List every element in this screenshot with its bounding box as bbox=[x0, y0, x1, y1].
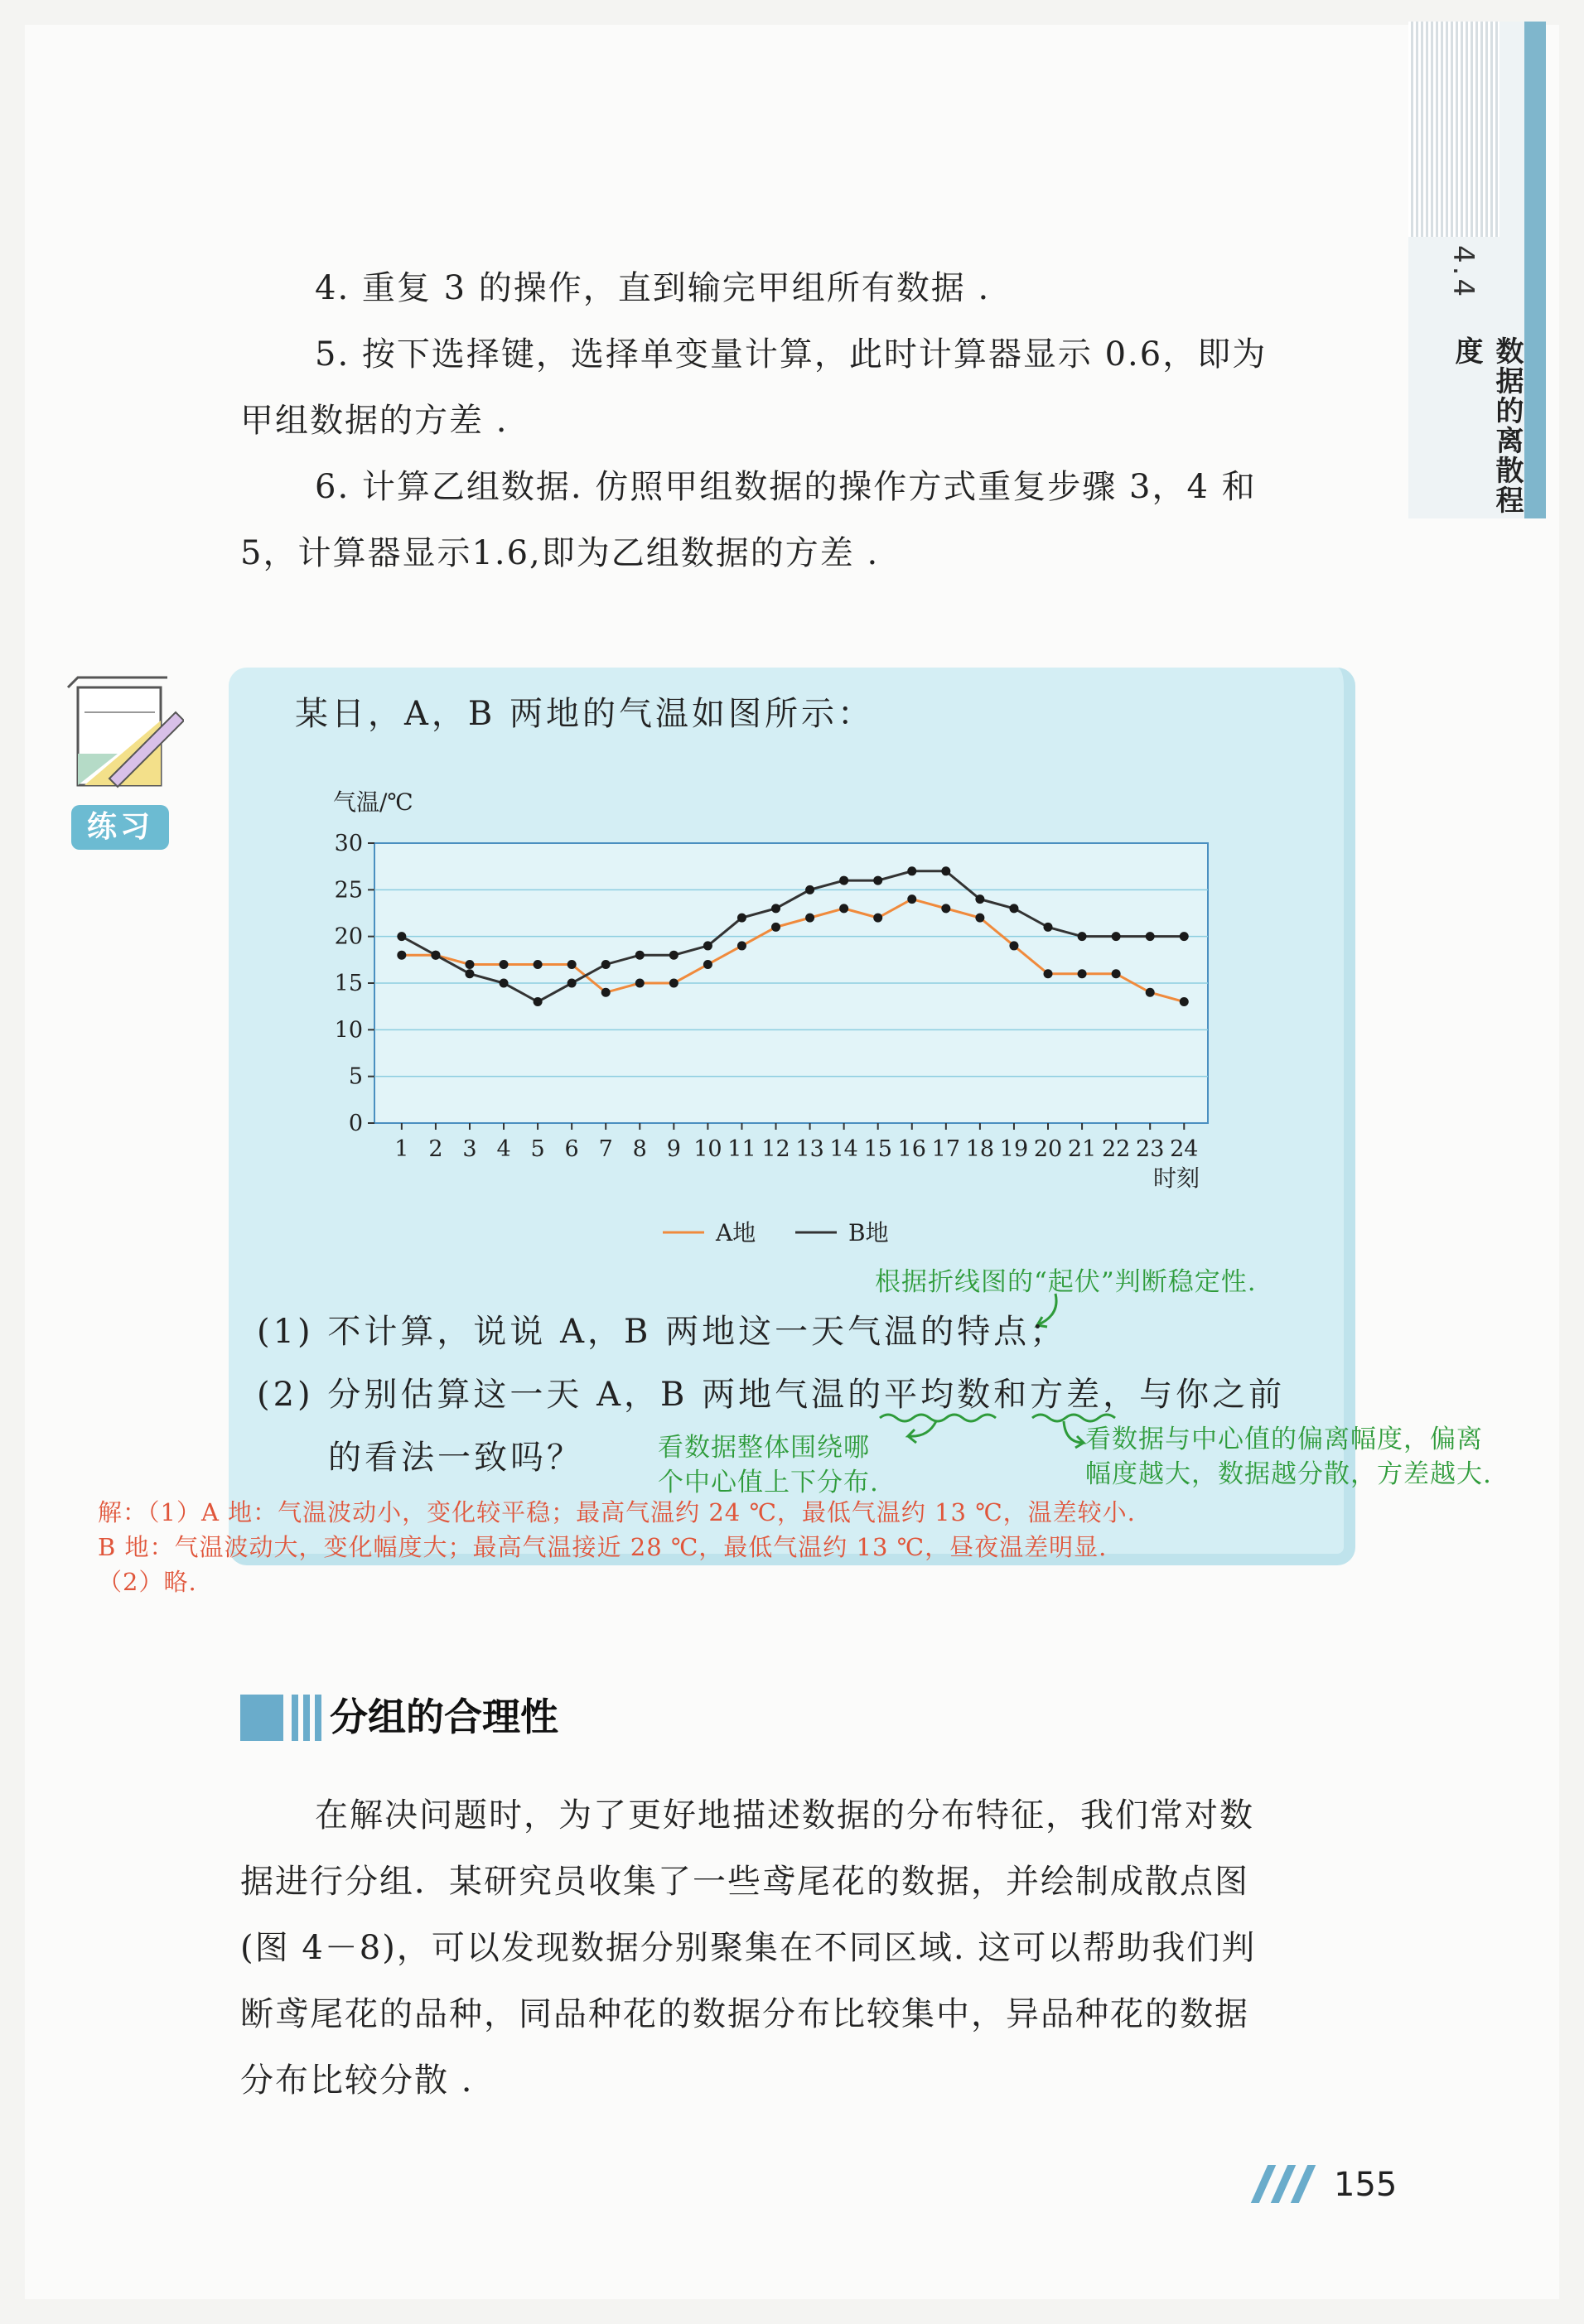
data-point-b bbox=[873, 876, 882, 885]
x-tick-label: 2 bbox=[428, 1136, 443, 1162]
paragraph-step-5-line-1: 5. 按下选择键，选择单变量计算，此时计算器显示 0.6，即为 bbox=[315, 335, 1268, 374]
annotation-mean-line-2: 个中心值上下分布. bbox=[658, 1468, 879, 1497]
data-point-b bbox=[771, 904, 780, 913]
annotation-variance-line-1: 看数据与中心值的偏离幅度，偏离 bbox=[1085, 1425, 1483, 1454]
annotation-arrow-2 bbox=[903, 1418, 944, 1451]
data-point-a bbox=[839, 904, 848, 913]
data-point-b bbox=[500, 979, 509, 988]
side-tab-stripes bbox=[1408, 22, 1499, 237]
data-point-b bbox=[601, 960, 611, 969]
answer-line-3: （2）略. bbox=[98, 1568, 197, 1596]
x-tick-label: 4 bbox=[496, 1136, 511, 1162]
chart-y-axis-label: 气温/℃ bbox=[333, 788, 413, 816]
data-point-b bbox=[975, 894, 984, 904]
data-point-a bbox=[703, 960, 712, 969]
annotation-fluctuation: 根据折线图的“起伏”判断稳定性. bbox=[875, 1267, 1257, 1297]
data-point-a bbox=[771, 923, 780, 932]
y-tick-label: 10 bbox=[334, 1017, 363, 1044]
x-tick-label: 21 bbox=[1067, 1136, 1097, 1162]
data-point-a bbox=[601, 988, 611, 997]
section-title: 数据的离散程度 bbox=[1450, 336, 1524, 515]
data-point-b bbox=[669, 951, 679, 960]
x-tick-label: 11 bbox=[727, 1136, 756, 1162]
x-tick-label: 19 bbox=[999, 1136, 1029, 1162]
data-point-b bbox=[567, 979, 577, 988]
x-tick-label: 20 bbox=[1033, 1136, 1063, 1162]
x-tick-label: 15 bbox=[863, 1136, 892, 1162]
x-tick-label: 6 bbox=[564, 1136, 579, 1162]
x-tick-label: 8 bbox=[632, 1136, 647, 1162]
annotation-mean-line-1: 看数据整体围绕哪 bbox=[658, 1433, 870, 1463]
x-tick-label: 3 bbox=[462, 1136, 477, 1162]
data-point-a bbox=[1078, 969, 1087, 978]
paragraph-step-6-line-2: 5，计算器显示1.6,即为乙组数据的方差 . bbox=[240, 534, 880, 572]
paragraph-step-6-line-1: 6. 计算乙组数据. 仿照甲组数据的操作方式重复步骤 3，4 和 bbox=[315, 468, 1257, 506]
data-point-a bbox=[1112, 969, 1121, 978]
section-body-line-4: 断鸢尾花的品种，同品种花的数据分布比较集中，异品种花的数据 bbox=[240, 1995, 1249, 2033]
data-point-b bbox=[1009, 904, 1018, 913]
question-2-line-1: (2) 分别估算这一天 A，B 两地气温的平均数和方差，与你之前 bbox=[257, 1376, 1286, 1414]
data-point-a bbox=[635, 979, 645, 988]
data-point-a bbox=[500, 960, 509, 969]
heading-decoration-line bbox=[303, 1695, 310, 1741]
temperature-line-chart bbox=[315, 785, 1243, 1266]
chart-legend bbox=[663, 1219, 889, 1246]
paragraph-step-5-line-2: 甲组数据的方差 . bbox=[240, 402, 509, 440]
section-body-line-2: 据进行分组．某研究员收集了一些鸢尾花的数据，并绘制成散点图 bbox=[240, 1863, 1249, 1901]
data-point-a bbox=[941, 904, 950, 913]
x-tick-label: 22 bbox=[1101, 1136, 1131, 1162]
answer-line-2: B 地：气温波动大，变化幅度大；最高气温接近 28 ℃，最低气温约 13 ℃，昼夜温差明显. bbox=[98, 1533, 1108, 1561]
x-tick-label: 23 bbox=[1136, 1136, 1165, 1162]
x-tick-label: 17 bbox=[931, 1136, 961, 1162]
heading-decoration-line bbox=[315, 1695, 321, 1741]
annotation-variance-line-2: 幅度越大，数据越分散，方差越大. bbox=[1085, 1459, 1492, 1489]
question-2-line-2: 的看法一致吗？ bbox=[328, 1439, 583, 1477]
data-point-a bbox=[1146, 988, 1155, 997]
data-point-a bbox=[737, 941, 746, 950]
data-point-b bbox=[465, 969, 474, 978]
data-point-b bbox=[1112, 932, 1121, 941]
x-tick-label: 14 bbox=[829, 1136, 858, 1162]
y-tick-label: 0 bbox=[348, 1111, 363, 1136]
data-point-b bbox=[737, 914, 746, 923]
exercise-badge: 练习 bbox=[71, 805, 169, 850]
data-point-b bbox=[1146, 932, 1155, 941]
x-tick-label: 5 bbox=[530, 1136, 545, 1162]
heading-decoration-line bbox=[292, 1695, 298, 1741]
data-point-b bbox=[941, 866, 950, 875]
y-tick-label: 30 bbox=[334, 831, 363, 856]
data-point-a bbox=[975, 914, 984, 923]
data-point-b bbox=[703, 941, 712, 950]
data-point-a bbox=[907, 894, 916, 904]
section-body-line-5: 分布比较分散 . bbox=[240, 2061, 474, 2100]
page-number-text: 155 bbox=[1334, 2166, 1398, 2204]
data-point-a bbox=[1009, 941, 1018, 950]
data-point-a bbox=[1044, 969, 1053, 978]
y-tick-label: 15 bbox=[334, 971, 363, 996]
chart-x-axis-label: 时刻 bbox=[1153, 1164, 1200, 1192]
x-tick-label: 24 bbox=[1170, 1136, 1199, 1162]
legend-label-a: A地 bbox=[716, 1219, 756, 1246]
data-point-a bbox=[397, 951, 406, 960]
x-tick-label: 12 bbox=[761, 1136, 790, 1162]
data-point-b bbox=[534, 997, 543, 1006]
data-point-b bbox=[1180, 932, 1189, 941]
data-point-a bbox=[805, 914, 814, 923]
x-tick-label: 7 bbox=[598, 1136, 613, 1162]
data-point-b bbox=[805, 885, 814, 894]
y-tick-label: 25 bbox=[334, 877, 363, 904]
data-point-a bbox=[465, 960, 474, 969]
data-point-b bbox=[635, 951, 645, 960]
x-tick-label: 13 bbox=[795, 1136, 824, 1162]
question-1: (1) 不计算，说说 A，B 两地这一天气温的特点； bbox=[257, 1313, 1067, 1351]
paragraph-step-4: 4. 重复 3 的操作，直到输完甲组所有数据 . bbox=[315, 269, 991, 307]
heading-decoration-bar bbox=[240, 1695, 283, 1741]
data-point-b bbox=[431, 951, 440, 960]
legend-label-b: B地 bbox=[848, 1219, 889, 1246]
chapter-side-tab bbox=[1408, 22, 1546, 518]
data-point-b bbox=[907, 866, 916, 875]
section-body-line-1: 在解决问题时，为了更好地描述数据的分布特征，我们常对数 bbox=[315, 1796, 1254, 1835]
y-tick-label: 20 bbox=[334, 923, 363, 950]
x-tick-label: 1 bbox=[394, 1136, 409, 1162]
data-point-a bbox=[669, 979, 679, 988]
annotation-arrow-3 bbox=[1059, 1418, 1087, 1451]
section-heading-text: 分组的合理性 bbox=[330, 1695, 558, 1739]
x-tick-label: 9 bbox=[666, 1136, 681, 1162]
exercise-intro: 某日，A，B 两地的气温如图所示： bbox=[295, 695, 874, 733]
data-point-a bbox=[567, 960, 577, 969]
data-point-b bbox=[1078, 932, 1087, 941]
data-point-b bbox=[397, 932, 406, 941]
data-point-a bbox=[1180, 997, 1189, 1006]
data-point-a bbox=[534, 960, 543, 969]
x-tick-label: 10 bbox=[693, 1136, 722, 1162]
x-tick-label: 16 bbox=[897, 1136, 926, 1162]
data-point-b bbox=[839, 876, 848, 885]
data-point-b bbox=[1044, 923, 1053, 932]
data-point-a bbox=[873, 914, 882, 923]
answer-line-1: 解：（1）A 地：气温波动小，变化较平稳；最高气温约 24 ℃，最低气温约 13 ℃，温差较小. bbox=[98, 1498, 1136, 1526]
x-tick-label: 18 bbox=[965, 1136, 995, 1162]
section-body-line-3: (图 4－8)，可以发现数据分别聚集在不同区域. 这可以帮助我们判 bbox=[240, 1929, 1257, 1967]
y-tick-label: 5 bbox=[348, 1063, 363, 1090]
section-number: 4.4 bbox=[1446, 245, 1480, 301]
